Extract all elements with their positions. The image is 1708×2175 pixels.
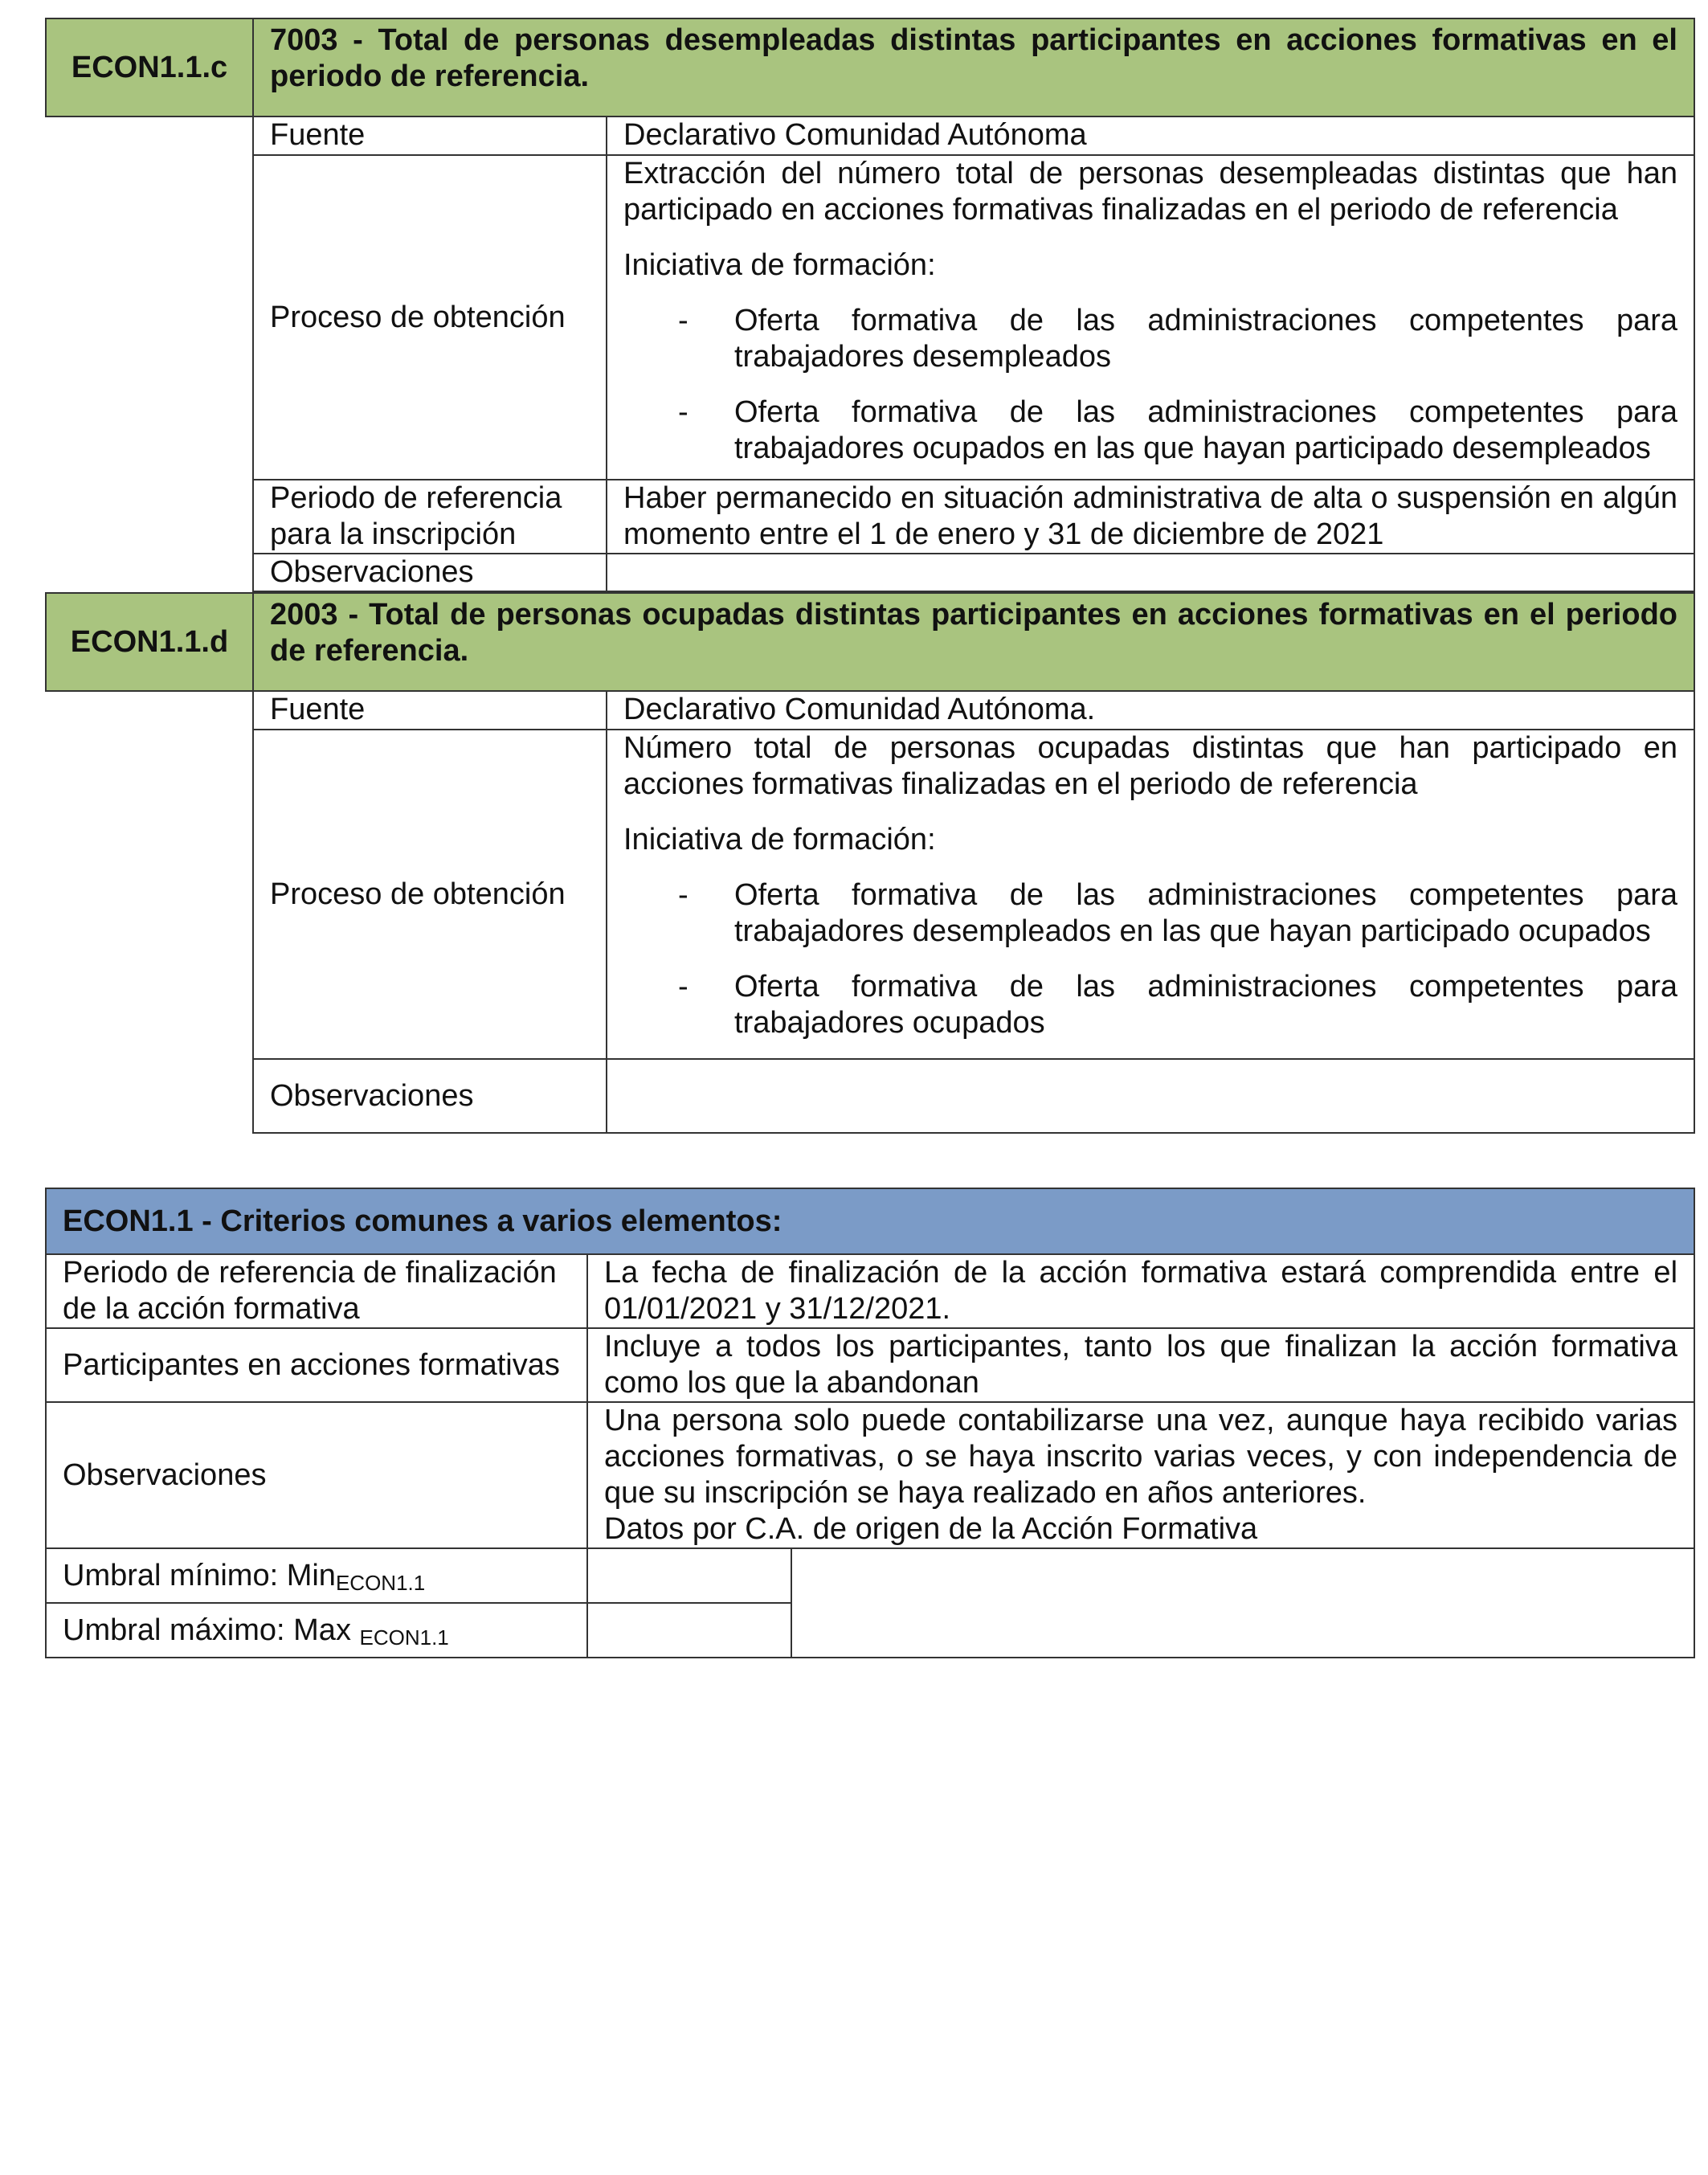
iniciativa-list bbox=[623, 303, 1677, 467]
proceso-value bbox=[607, 155, 1694, 480]
list-item: - Oferta formativa de las administraciones competentes para trabajadores desempleados bbox=[678, 304, 1677, 374]
row-periodo bbox=[46, 480, 1694, 554]
fuente-label: Fuente bbox=[253, 691, 607, 730]
observaciones-text-2: Datos por C.A. de origen de la Acción Formativa bbox=[604, 1512, 1258, 1546]
criteria-title: ECON1.1 - Criterios comunes a varios elementos: bbox=[46, 1188, 1694, 1254]
fuente-label: Fuente bbox=[253, 117, 607, 155]
proceso-text: Número total de personas ocupadas distintas que han participado en acciones formativas finalizadas en el periodo de referencia bbox=[623, 731, 1677, 801]
criteria-value: La fecha de finalización de la acción formativa estará comprendida entre el 01/01/2021 y 31/12/2021. bbox=[587, 1254, 1694, 1328]
proceso-label: Proceso de obtención bbox=[253, 155, 607, 480]
iniciativa-label: Iniciativa de formación: bbox=[623, 248, 936, 282]
row-proceso bbox=[46, 155, 1694, 480]
criteria-header bbox=[46, 1188, 1694, 1254]
periodo-value: Haber permanecido en situación administrativa de alta o suspensión en algún momento entre el 1 de enero y 31 de diciembre de 2021 bbox=[607, 480, 1694, 554]
list-item: - Oferta formativa de las administraciones competentes para trabajadores ocupados bbox=[678, 970, 1677, 1040]
criteria-value bbox=[587, 1402, 1694, 1548]
umbral-max-label: Umbral máximo: Max $_{ECON1.1}$ bbox=[46, 1603, 587, 1658]
fuente-value: Declarativo Comunidad Autónoma. bbox=[607, 691, 1694, 730]
criteria-row bbox=[46, 1328, 1694, 1402]
umbral-max-value bbox=[587, 1603, 791, 1658]
observaciones-value bbox=[607, 1059, 1694, 1133]
umbral-min-label: Umbral mínimo: Min$_{ECON1.1}$ bbox=[46, 1548, 587, 1603]
row-fuente bbox=[46, 691, 1694, 730]
left-spacer bbox=[46, 691, 253, 1133]
indicator-code: ECON1.1.d bbox=[46, 593, 253, 691]
row-observaciones bbox=[46, 1059, 1694, 1133]
umbral-empty-cell bbox=[791, 1548, 1694, 1658]
row-observaciones bbox=[46, 554, 1694, 591]
proceso-value bbox=[607, 730, 1694, 1059]
criteria-label: Observaciones bbox=[46, 1402, 587, 1548]
criteria-table bbox=[45, 1188, 1695, 1658]
left-spacer bbox=[46, 117, 253, 593]
proceso-label: Proceso de obtención bbox=[253, 730, 607, 1059]
indicator-title: 2003 - Total de personas ocupadas distintas participantes en acciones formativas en el periodo de referencia. bbox=[253, 593, 1694, 691]
indicator-title: 7003 - Total de personas desempleadas distintas participantes en acciones formativas en el periodo de referencia. bbox=[253, 18, 1694, 117]
periodo-label: Periodo de referencia para la inscripción bbox=[253, 480, 607, 554]
indicator-d-header bbox=[46, 593, 1694, 691]
criteria-row bbox=[46, 1254, 1694, 1328]
criteria-row bbox=[46, 1402, 1694, 1548]
iniciativa-label: Iniciativa de formación: bbox=[623, 823, 936, 857]
criteria-value: Incluye a todos los participantes, tanto los que finalizan la acción formativa como los que la abandonan bbox=[587, 1328, 1694, 1402]
criteria-label: Periodo de referencia de finalización de la acción formativa bbox=[46, 1254, 587, 1328]
umbral-min-row bbox=[46, 1548, 1694, 1603]
row-proceso bbox=[46, 730, 1694, 1059]
observaciones-text: Una persona solo puede contabilizarse una vez, aunque haya recibido varias acciones formativas, o se haya inscrito varias veces, y con independencia de que su inscripción se haya realizado en años anteriores. bbox=[604, 1404, 1678, 1510]
indicator-c-header bbox=[46, 18, 1694, 117]
list-item: - Oferta formativa de las administraciones competentes para trabajadores ocupados en las que hayan participado desempleados bbox=[678, 395, 1677, 465]
list-item: - Oferta formativa de las administraciones competentes para trabajadores desempleados en las que hayan participado ocupados bbox=[678, 878, 1677, 948]
iniciativa-list bbox=[623, 877, 1677, 1041]
fuente-value: Declarativo Comunidad Autónoma bbox=[607, 117, 1694, 155]
indicator-code: ECON1.1.c bbox=[46, 18, 253, 117]
umbral-min-value bbox=[587, 1548, 791, 1603]
indicator-table bbox=[45, 18, 1695, 1134]
observaciones-label: Observaciones bbox=[253, 1059, 607, 1133]
criteria-label: Participantes en acciones formativas bbox=[46, 1328, 587, 1402]
observaciones-value bbox=[607, 554, 1694, 591]
proceso-text: Extracción del número total de personas desempleadas distintas que han participado en acciones formativas finalizadas en el periodo de referencia bbox=[623, 157, 1677, 227]
row-fuente bbox=[46, 117, 1694, 155]
observaciones-label: Observaciones bbox=[253, 554, 607, 591]
